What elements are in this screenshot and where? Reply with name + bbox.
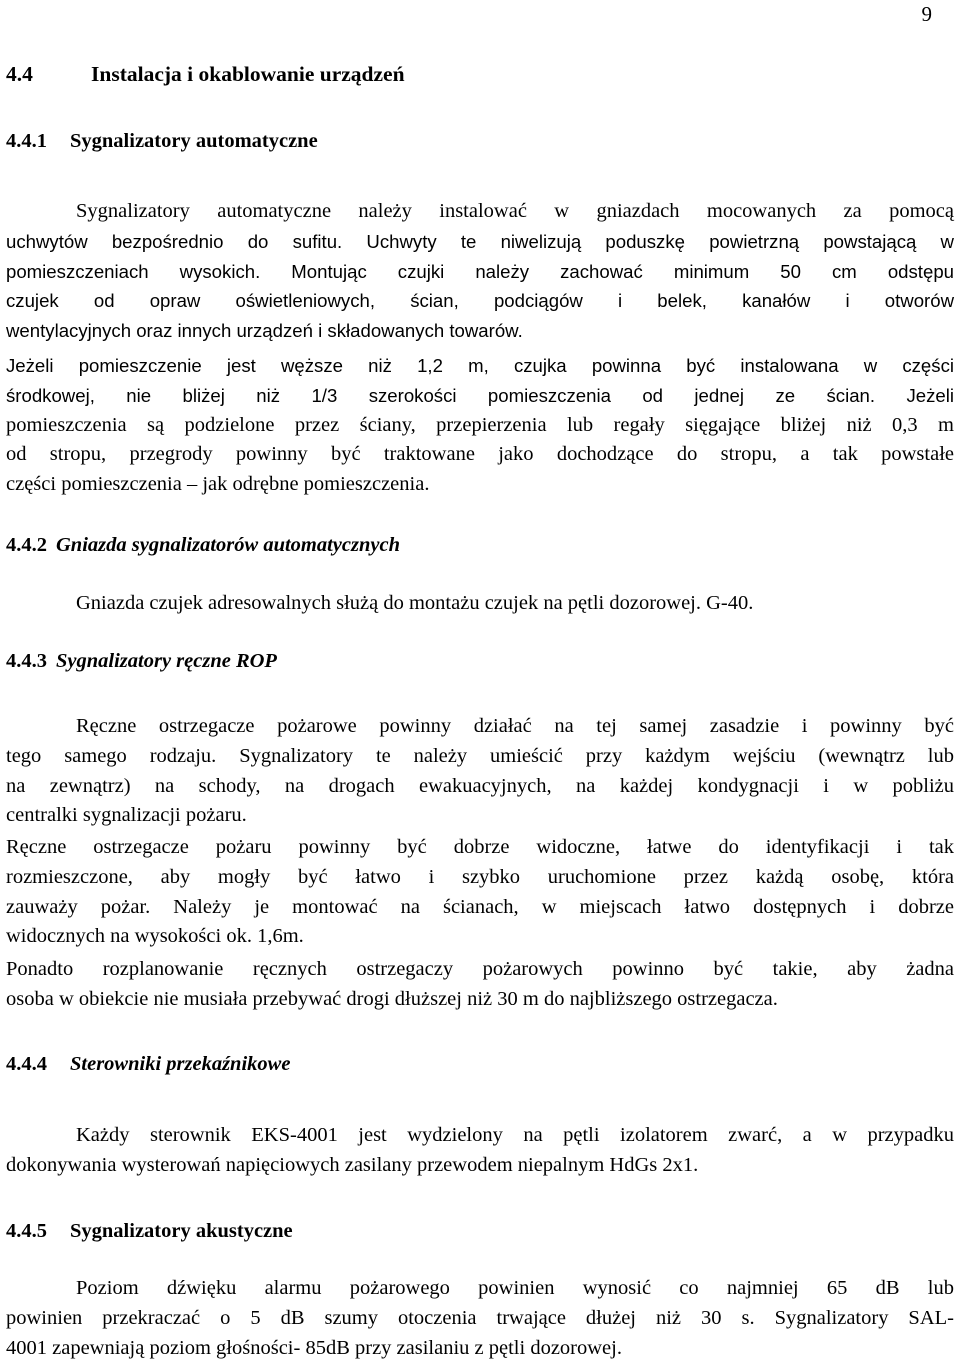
subsection-title: Sygnalizatory akustyczne xyxy=(70,1220,293,1242)
section-title: Instalacja i okablowanie urządzeń xyxy=(91,62,405,86)
paragraph-manual-call-points xyxy=(6,712,954,831)
text-line: osoba w obiekcie nie musiała przebywać drogi dłuższej niż 30 m do najbliższego ostrzegacza. xyxy=(6,987,778,1010)
paragraph-distance xyxy=(6,955,954,1015)
paragraph-relay-controllers xyxy=(6,1121,954,1181)
text-line: Ręczne ostrzegacze pożarowe powinny działać na tej samej zasadzie i powinny być xyxy=(76,715,954,737)
text-line: od stropu, przegrody powinny być traktowane jako dochodzące do stropu, a tak powstałe xyxy=(6,443,954,466)
text-line: pomieszczenia są podzielone przez ściany, przepierzenia lub regały sięgające bliżej niż 0,3 m xyxy=(6,413,954,436)
text-line: środkowej, nie bliżej niż 1/3 szerokości pomieszczenia od jednej ze ścian. Jeżeli xyxy=(6,384,954,406)
text-line: części pomieszczenia – jak odrębne pomieszczenia. xyxy=(6,473,430,496)
subsection-heading-4-4-1 xyxy=(6,130,318,153)
subsection-number: 4.4.4 xyxy=(6,1053,47,1075)
text-line: pomieszczeniach wysokich. Montując czujki należy zachować minimum 50 cm odstępu xyxy=(6,260,954,282)
text-line: Ponadto rozplanowanie ręcznych ostrzegaczy pożarowych powinno być takie, aby żadna xyxy=(6,958,954,980)
subsection-number: 4.4.5 xyxy=(6,1220,47,1242)
paragraph-acoustic xyxy=(6,1274,954,1363)
text-line: czujek od opraw oświetleniowych, ścian, podciągów i belek, kanałów i otworów xyxy=(6,290,954,312)
section-heading xyxy=(6,62,405,87)
text-line: uchwytów bezpośrednio do sufitu. Uchwyty te niwelizują poduszkę powietrzną powstającą w xyxy=(6,230,954,252)
text-line: dokonywania wysterowań napięciowych zasilany przewodem niepalnym HdGs 2x1. xyxy=(6,1153,699,1176)
text-line: Poziom dźwięku alarmu pożarowego powinien wynosić co najmniej 65 dB lub xyxy=(76,1277,954,1299)
text-line: powinien przekraczać o 5 dB szumy otoczenia trwające dłużej niż 30 s. Sygnalizatory SAL- xyxy=(6,1306,954,1329)
subsection-number: 4.4.1 xyxy=(6,130,47,152)
paragraph-detectors-mounting xyxy=(6,197,954,346)
text-line: Każdy sterownik EKS-4001 jest wydzielony na pętli izolatorem zwarć, a w przypadku xyxy=(76,1124,954,1146)
subsection-heading-4-4-3 xyxy=(6,650,277,673)
subsection-number: 4.4.3 xyxy=(6,650,47,672)
subsection-title: Sygnalizatory automatyczne xyxy=(70,130,318,152)
subsection-heading-4-4-5 xyxy=(6,1220,293,1243)
subsection-number: 4.4.2 xyxy=(6,534,47,556)
text-line: Sygnalizatory automatyczne należy instalować w gniazdach mocowanych za pomocą xyxy=(76,200,954,222)
text-line: rozmieszczone, aby mogły być łatwo i szybko uruchomione przez każdą osobę, która xyxy=(6,865,954,888)
subsection-heading-4-4-2 xyxy=(6,534,400,557)
subsection-title: Sterowniki przekaźnikowe xyxy=(70,1053,291,1075)
page-number: 9 xyxy=(921,2,932,26)
subsection-title: Gniazda sygnalizatorów automatycznych xyxy=(56,534,400,556)
section-number: 4.4 xyxy=(6,62,33,86)
text-line: na zewnątrz) na schody, na drogach ewakuacyjnych, na każdej kondygnacji i w pobliżu xyxy=(6,774,954,797)
subsection-title: Sygnalizatory ręczne ROP xyxy=(56,650,277,672)
paragraph-narrow-rooms xyxy=(6,351,954,500)
text-line: 4001 zapewniają poziom głośności- 85dB przy zasilaniu z pętli dozorowej. xyxy=(6,1336,622,1359)
text-line: widocznych na wysokości ok. 1,6m. xyxy=(6,925,304,948)
text-line: centralki sygnalizacji pożaru. xyxy=(6,804,247,827)
text-line: zauważy pożar. Należy je montować na ścianach, w miejscach łatwo dostępnych i dobrze xyxy=(6,895,954,918)
subsection-heading-4-4-4 xyxy=(6,1053,290,1076)
text-line: wentylacyjnych oraz innych urządzeń i składowanych towarów. xyxy=(6,320,523,342)
text-line: Ręczne ostrzegacze pożaru powinny być dobrze widoczne, łatwe do identyfikacji i tak xyxy=(6,836,954,858)
text-line: Jeżeli pomieszczenie jest węższe niż 1,2 m, czujka powinna być instalowana w części xyxy=(6,355,954,376)
paragraph-sockets: Gniazda czujek adresowalnych służą do montażu czujek na pętli dozorowej. G-40. xyxy=(76,592,754,614)
paragraph-visibility xyxy=(6,833,954,952)
text-line: tego samego rodzaju. Sygnalizatory te należy umieścić przy każdym wejściu (wewnątrz lub xyxy=(6,744,954,767)
